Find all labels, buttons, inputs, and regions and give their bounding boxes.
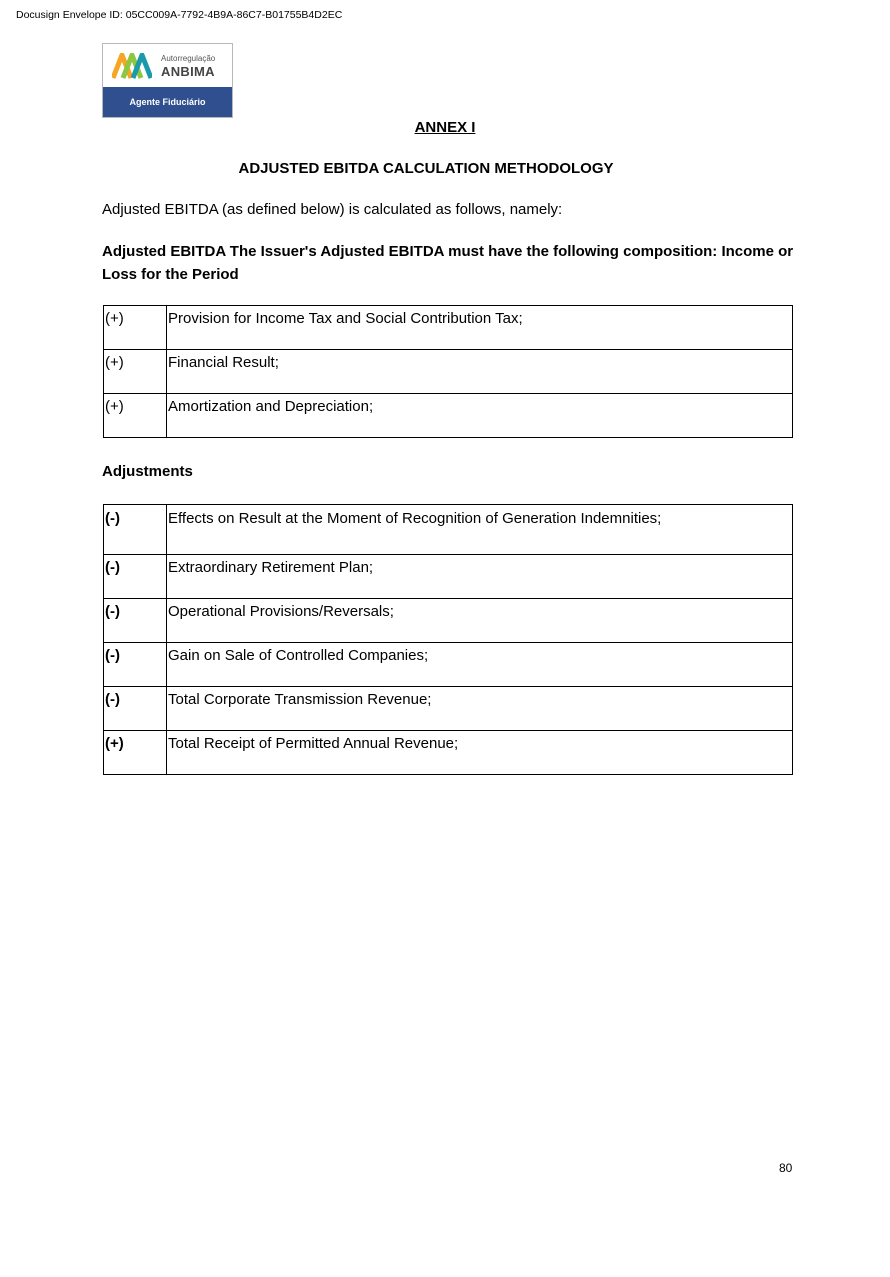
sign-cell: (-): [104, 599, 167, 643]
item-cell: Financial Result;: [167, 350, 793, 394]
page-number: 80: [779, 1161, 793, 1175]
item-cell: Extraordinary Retirement Plan;: [167, 555, 793, 599]
table-row: [104, 306, 793, 350]
sign-cell: (-): [104, 555, 167, 599]
item-cell: Total Receipt of Permitted Annual Revenue;: [167, 731, 793, 775]
adjustments-table: [103, 504, 793, 775]
table-row: [104, 350, 793, 394]
annex-title: ANNEX I: [414, 119, 476, 136]
table-row: [104, 687, 793, 731]
sign-cell: (-): [104, 687, 167, 731]
sign-cell: (-): [104, 643, 167, 687]
composition-paragraph: Adjusted EBITDA The Issuer's Adjusted EBITDA must have the following composition: Income or Loss for the Period: [102, 243, 794, 283]
item-cell: Total Corporate Transmission Revenue;: [167, 687, 793, 731]
logo-brand: ANBIMA: [161, 64, 215, 79]
table-row: [104, 599, 793, 643]
table-row: [104, 643, 793, 687]
docusign-envelope-id: Docusign Envelope ID: 05CC009A-7792-4B9A-86C7-B01755B4D2EC: [16, 9, 343, 21]
item-cell: Gain on Sale of Controlled Companies;: [167, 643, 793, 687]
table-row: [104, 731, 793, 775]
ebitda-components-table: [103, 305, 793, 438]
item-cell: Amortization and Depreciation;: [167, 394, 793, 438]
intro-paragraph: Adjusted EBITDA (as defined below) is calculated as follows, namely:: [102, 201, 563, 218]
adjustments-title: Adjustments: [102, 463, 193, 480]
anbima-mark-icon: [112, 53, 152, 79]
logo-subtitle: Autorregulação: [161, 54, 216, 63]
section-heading: ADJUSTED EBITDA CALCULATION METHODOLOGY: [238, 160, 614, 177]
item-cell: Operational Provisions/Reversals;: [167, 599, 793, 643]
sign-cell: (-): [104, 505, 167, 555]
sign-cell: (+): [104, 731, 167, 775]
table-row: [104, 505, 793, 555]
sign-cell: (+): [104, 394, 167, 438]
table-row: [104, 394, 793, 438]
anbima-logo: [102, 43, 233, 118]
sign-cell: (+): [104, 350, 167, 394]
table-row: [104, 555, 793, 599]
item-cell: Provision for Income Tax and Social Contribution Tax;: [167, 306, 793, 350]
sign-cell: (+): [104, 306, 167, 350]
logo-banner: Agente Fiduciário: [103, 87, 232, 117]
item-cell: Effects on Result at the Moment of Recognition of Generation Indemnities;: [167, 505, 793, 555]
